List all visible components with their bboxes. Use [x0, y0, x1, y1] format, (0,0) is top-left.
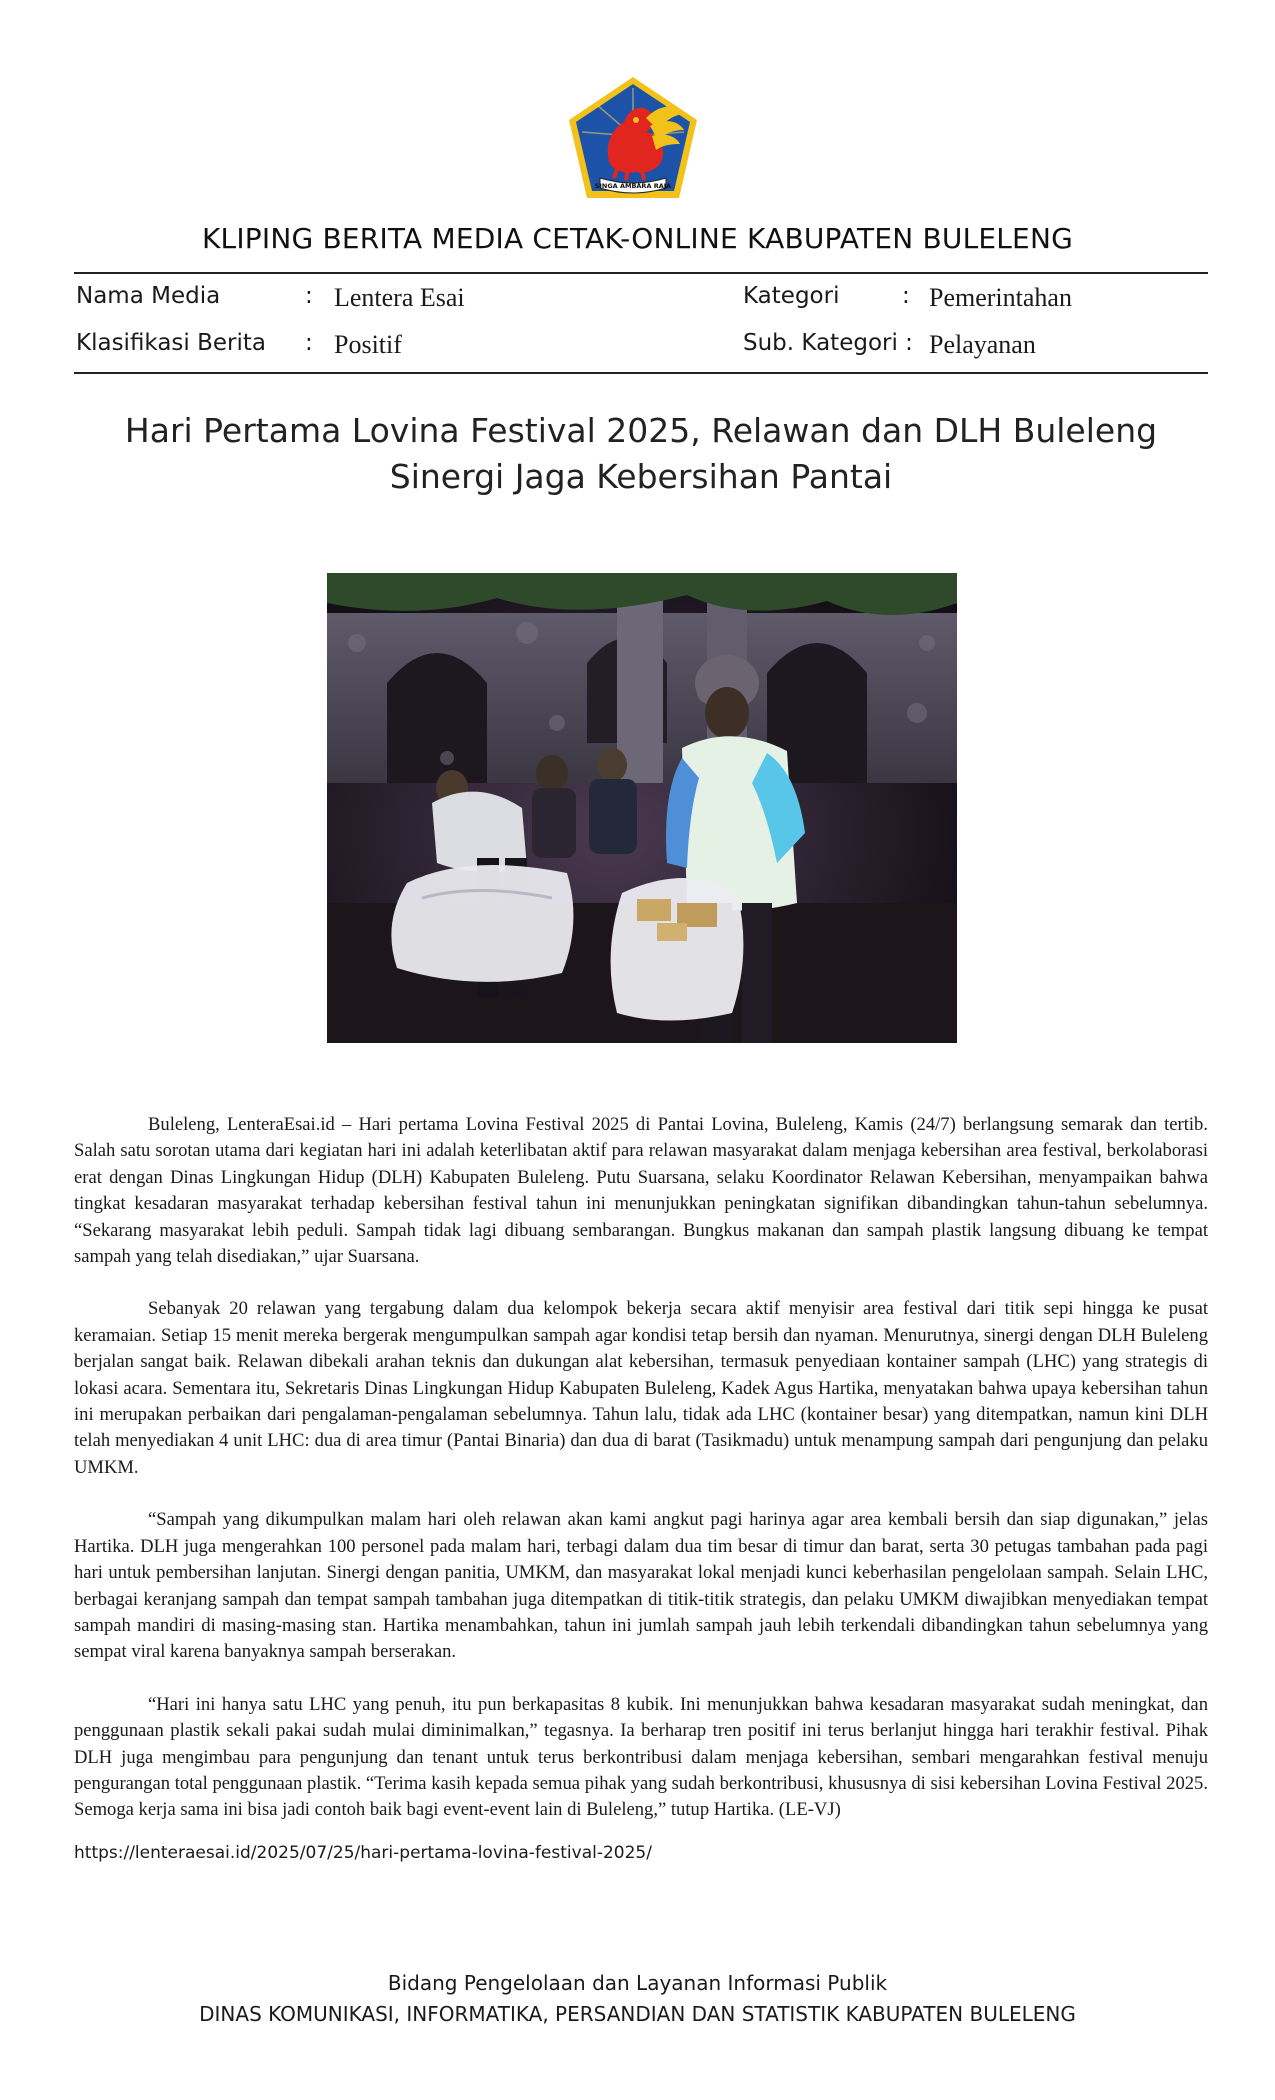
media-name-colon: :	[305, 283, 313, 309]
article-body	[74, 1112, 1208, 1850]
footer-division: Bidang Pengelolaan dan Layanan Informasi Publik	[387, 1971, 888, 1995]
footer-agency: DINAS KOMUNIKASI, INFORMATIKA, PERSANDIAN DAN STATISTIK KABUPATEN BULELENG	[199, 2002, 1076, 2026]
article-title: Hari Pertama Lovina Festival 2025, Relawan dan DLH Buleleng Sinergi Jaga Kebersihan Pantai	[124, 411, 1158, 496]
classification-label: Klasifikasi Berita	[76, 330, 267, 356]
buleleng-emblem-icon	[566, 74, 700, 202]
source-link[interactable]: https://lenteraesai.id/2025/07/25/hari-pertama-lovina-festival-2025/	[74, 1843, 652, 1863]
document-header-title: KLIPING BERITA MEDIA CETAK-ONLINE KABUPATEN BULELENG	[201, 222, 1073, 255]
article-photo	[327, 573, 957, 1043]
media-name-value: Lentera Esai	[334, 283, 465, 312]
classification-value: Positif	[334, 330, 402, 359]
subcategory-label: Sub. Kategori :	[743, 330, 913, 356]
header-bottom-rule	[74, 372, 1208, 374]
article-paragraph: “Hari ini hanya satu LHC yang penuh, itu pun berkapasitas 8 kubik. Ini menunjukkan bahwa kesadaran masyarakat sudah meningkat, dan penggunaan plastik sekali pakai sudah mulai diminimalkan,” tegasnya. Ia berharap tren positif ini terus berlanjut hingga hari terakhir festival. Pihak DLH juga mengimbau para pengunjung dan tenant untuk terus berkontribusi dalam menjaga kebersihan, sembari mengarahkan festival menuju pengurangan total penggunaan plastik. “Terima kasih kepada semua pihak yang sudah berkontribusi, khususnya di sisi kebersihan Lovina Festival 2025. Semoga kerja sama ini bisa jadi contoh baik bagi event-event lain di Buleleng,” tutup Hartika. (LE-VJ)	[74, 1693, 1208, 1821]
media-name-label: Nama Media	[76, 283, 221, 309]
emblem-motto: SINGA AMBARA RAJA	[594, 182, 672, 190]
article-paragraph: “Sampah yang dikumpulkan malam hari oleh relawan akan kami angkut pagi harinya agar area kembali bersih dan siap digunakan,” jelas Hartika. DLH juga mengerahkan 100 personel pada malam hari, terbagi dalam dua tim besar di timur dan barat, serta 30 petugas tambahan pada pagi hari untuk pembersihan lanjutan. Sinergi dengan panitia, UMKM, dan masyarakat lokal menjadi kunci keberhasilan pengelolaan sampah. Selain LHC, berbagai keranjang sampah dan tempat sampah tambahan juga ditempatkan di titik-titik strategis, dan pelaku UMKM diwajibkan menyediakan tempat sampah mandiri di masing-masing stan. Hartika menambahkan, tahun ini jumlah sampah jauh lebih terkendali dibandingkan tahun sebelumnya yang sempat viral karena banyaknya sampah berserakan.	[74, 1509, 1208, 1663]
category-value: Pemerintahan	[929, 283, 1072, 312]
article-paragraph: Buleleng, LenteraEsai.id – Hari pertama Lovina Festival 2025 di Pantai Lovina, Buleleng, Kamis (24/7) berlangsung semarak dan tertib. Salah satu sorotan utama dari kegiatan hari ini adalah keterlibatan aktif para relawan masyarakat dalam menjaga kebersihan area festival, berkolaborasi erat dengan Dinas Lingkungan Hidup (DLH) Kabupaten Buleleng. Putu Suarsana, selaku Koordinator Relawan Kebersihan, menyampaikan bahwa tingkat kesadaran masyarakat terhadap kebersihan festival tahun ini menunjukkan peningkatan signifikan dibandingkan tahun-tahun sebelumnya. “Sekarang masyarakat lebih peduli. Sampah tidak lagi dibuang sembarangan. Bungkus makanan dan sampah plastik langsung dibuang ke tempat sampah yang telah disediakan,” ujar Suarsana.	[74, 1114, 1208, 1268]
classification-colon: :	[305, 330, 313, 356]
subcategory-value: Pelayanan	[929, 330, 1036, 359]
article-paragraph: Sebanyak 20 relawan yang tergabung dalam dua kelompok bekerja secara aktif menyisir area festival dari titik sepi hingga ke pusat keramaian. Setiap 15 menit mereka bergerak mengumpulkan sampah agar kondisi tetap bersih dan nyaman. Menurutnya, sinergi dengan DLH Buleleng berjalan sangat baik. Relawan dibekali arahan teknis dan dukungan alat kebersihan, termasuk penyediaan kontainer sampah (LHC) yang strategis di lokasi acara. Sementara itu, Sekretaris Dinas Lingkungan Hidup Kabupaten Buleleng, Kadek Agus Hartika, menyatakan bahwa upaya kebersihan tahun ini merupakan perbaikan dari pengalaman-pengalaman sebelumnya. Tahun lalu, tidak ada LHC (kontainer besar) yang ditempatkan, namun kini DLH telah menyediakan 4 unit LHC: dua di area timur (Pantai Binaria) dan dua di barat (Tasikmadu) untuk menampung sampah dari pengunjung dan pelaku UMKM.	[74, 1298, 1208, 1478]
category-label: Kategori	[743, 283, 840, 309]
category-colon: :	[902, 283, 910, 309]
header-top-rule	[74, 272, 1208, 274]
